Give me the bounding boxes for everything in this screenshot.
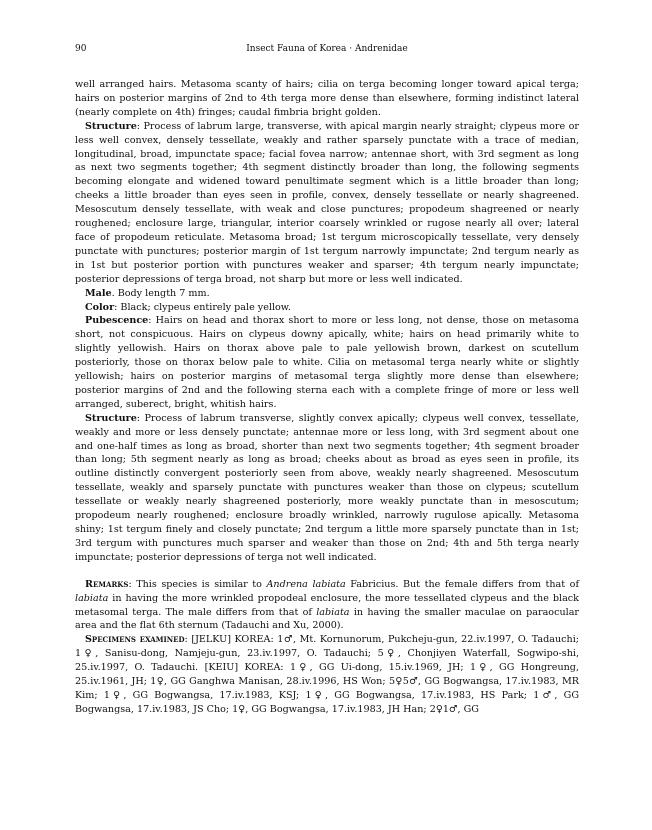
body-text xyxy=(75,78,579,717)
continued-paragraph: well arranged hairs. Metasoma scanty of hairs; cilia on terga becoming longer toward apical terga; hairs on posterior margins of 2nd to 4th terga more dense than elsewhere, forming indistinct lateral (nearly complete on 4th) fringes; caudal fimbria bright golden. xyxy=(75,79,579,118)
female-structure-paragraph: Structure: Process of labrum large, transverse, with apical margin nearly straight; clypeus more or less well convex, densely tessellate, weakly and rather sparsely punctate with a trace of median, longitudinal, broad, impunctate space; facial fovea narrow; antennae short, with 3rd segment as long as next two segments together; 4th segment distinctly broader than long, the following segments becoming elongate and widened toward penultimate segment which is a little broader than long; cheeks a little broader than eyes seen in profile, convex, densely tessellate or nearly shagreened. Mesoscutum densely tessellate, with weak and close punctures; propodeum shagreened or nearly roughened; enclosure large, triangular, interior coarsely wrinkled or rugose nearly all over; lateral face of propodeum reticulate. Metasoma broad; 1st tergum microscopically tessellate, very densely punctate with punctures; posterior margin of 1st tergum narrowly impunctate; 2nd tergum nearly as in 1st but posterior portion with punctures weaker and sparser; 4th tergum nearly impunctate; posterior depressions of terga broad, not sharp but more or less well indicated. xyxy=(75,120,579,285)
pubescence-paragraph: Pubescence: Hairs on head and thorax short to more or less long, not dense, those on metasoma short, not conspicuous. Hairs on clypeus downy apically, white; hairs on head primarily white to slightly yellowish. Hairs on thorax above pale to pale yellowish brown, darkest on scutellum posteriorly, those on thorax below pale to white. Cilia on metasomal terga nearly white or slightly yellowish; hairs on posterior margins of metasomal terga slightly more dense than elsewhere; posterior margins of 2nd and the following sterna each with a complete fringe of more or less well arranged, suberect, bright, whitish hairs. xyxy=(75,315,579,410)
specimens-heading: Specimens examined xyxy=(85,634,185,646)
male-structure-paragraph: Structure: Process of labrum transverse, slightly convex apically; clypeus well convex, tessellate, weakly and more or less densely punctate; antennae more or less long, with 3rd segment about one and one-half times as long as broad, shorter than next two segments together; 4th segment broader than long; 5th segment nearly as long as broad; cheeks about as broad as eyes seen in profile, its outline distinctly convergent posteriorly seen from above, weakly nearly shagreened. Mesoscutum tessellate, weakly and sparsely punctate with punctures weaker than those on clypeus; scutellum tessellate or weakly nearly shagreened posteriorly, more weakly punctate than in mesoscutum; propodeum nearly roughened; enclosure broadly wrinkled, narrowly rugulose apically. Metasoma shiny; 1st tergum finely and closely punctate; 2nd tergum a little more sparsely punctate than in 1st; 3rd tergum with punctures much sparser and weaker than those on 2nd; 4th and 5th terga nearly impunctate; posterior depressions of terga not well indicated. xyxy=(75,412,579,563)
remarks-paragraph: Remarks: This species is similar to Andrena labiata Fabricius. But the female differs from that of labiata in having the more wrinkled propodeal enclosure, the more tessellated clypeus and the black metasomal terga. The male differs from that of labiata in having the smaller maculae on paraocular area and the flat 6th sternum (Tadauchi and Xu, 2000). xyxy=(75,578,579,632)
color-paragraph: Color: Black; clypeus entirely pale yellow. xyxy=(85,301,291,313)
remarks-heading: Remarks xyxy=(85,578,129,590)
structure-heading: Structure xyxy=(85,412,137,424)
page-number: 90 xyxy=(75,44,87,54)
pubescence-heading: Pubescence xyxy=(85,315,149,327)
male-paragraph: Male. Body length 7 mm. xyxy=(85,287,210,299)
section-gap xyxy=(75,565,579,578)
page-header xyxy=(75,44,579,58)
structure-heading: Structure xyxy=(85,120,137,132)
species-name: labiata xyxy=(316,606,350,618)
species-name: labiata xyxy=(75,592,109,604)
specimens-paragraph: Specimens examined: [JELKU] KOREA: 1♂, Mt. Kornunorum, Pukcheju-gun, 22.iv.1997, O. Tadauchi; 1♀, Sanisu-dong, Namjeju-gun, 23.iv.1997, O. Tadauchi; 5♀, Chonjiyen Waterfall, Sogwipo-shi, 25.iv.1997, O. Tadauchi. [KEIU] KOREA: 1♀, GG Ui-dong, 15.iv.1969, JH; 1♀, GG Hongreung, 25.iv.1961, JH; 1♀, GG Ganghwa Manisan, 28.iv.1996, HS Won; 5♀5♂, GG Bogwangsa, 17.iv.1983, MR Kim; 1♀, GG Bogwangsa, 17.iv.1983, KSJ; 1♀, GG Bogwangsa, 17.iv.1983, HS Park; 1♂, GG Bogwangsa, 17.iv.1983, JS Cho; 1♀, GG Bogwangsa, 17.iv.1983, JH Han; 2♀1♂, GG xyxy=(75,634,579,715)
species-name: Andrena labiata xyxy=(266,578,346,590)
male-heading: Male xyxy=(85,287,112,299)
running-title: Insect Fauna of Korea · Andrenidae xyxy=(246,44,408,54)
color-heading: Color xyxy=(85,301,115,313)
